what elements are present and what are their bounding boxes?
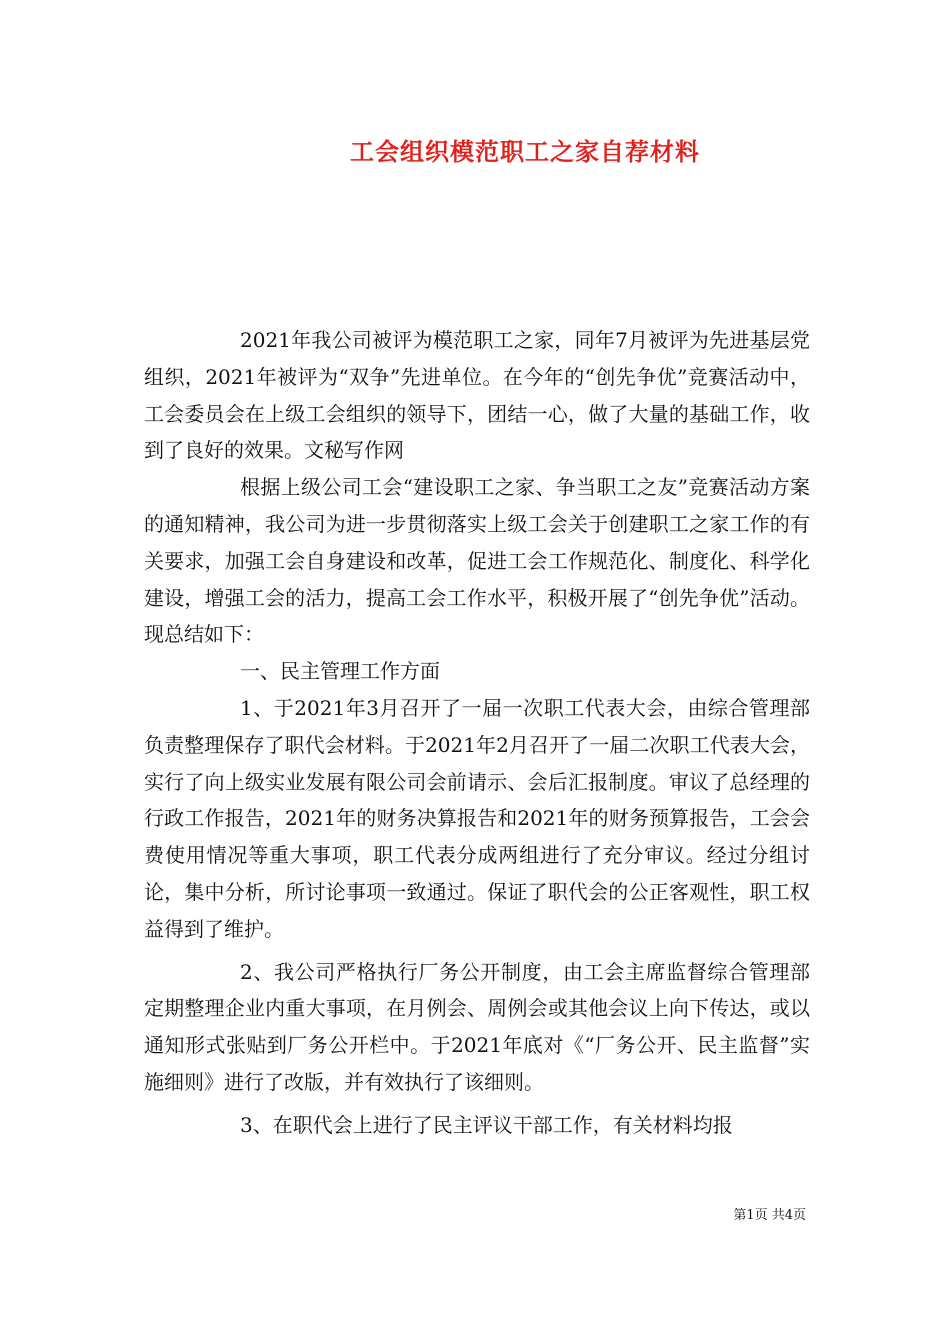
section-heading-democratic-management: 一、民主管理工作方面 xyxy=(240,659,440,684)
paragraph-item-3: 3、在职代会上进行了民主评议干部工作，有关材料均报 xyxy=(240,1112,733,1137)
document-body xyxy=(144,322,810,1144)
page-number-footer: 第1页 共4页 xyxy=(733,1208,806,1223)
paragraph-item-1: 1、于2021年3月召开了一届一次职工代表大会，由综合管理部负责整理保存了职代会材料。于2021年2月召开了一届二次职工代表大会，实行了向上级实业发展有限公司会前请示、会后汇报制度。审议了总经理的行政工作报告，2021年的财务决算报告和2021年的财务预算报告，工会会费使用情况等重大事项，职工代表分成两组进行了充分审议。经过分组讨论，集中分析，所讨论事项一致通过。保证了职代会的公正客观性，职工权益得到了维护。 xyxy=(144,695,810,941)
paragraph-item-2: 2、我公司严格执行厂务公开制度，由工会主席监督综合管理部定期整理企业内重大事项，在月例会、周例会或其他会议上向下传达，或以通知形式张贴到厂务公开栏中。于2021年底对《“厂务公开、民主监督”实施细则》进行了改版，并有效执行了该细则。 xyxy=(144,959,810,1094)
document-title: 工会组织模范职工之家自荐材料 xyxy=(350,137,700,166)
paragraph-background: 根据上级公司工会“建设职工之家、争当职工之友”竞赛活动方案的通知精神，我公司为进一步贯彻落实上级工会关于创建职工之家工作的有关要求，加强工会自身建设和改革，促进工会工作规范化、制度化、科学化建设，增强工会的活力，提高工会工作水平，积极开展了“创先争优”活动。现总结如下： xyxy=(144,475,810,647)
paragraph-intro: 2021年我公司被评为模范职工之家，同年7月被评为先进基层党组织，2021年被评为“双争”先进单位。在今年的“创先争优”竞赛活动中，工会委员会在上级工会组织的领导下，团结一心，做了大量的基础工作，收到了良好的效果。文秘写作网 xyxy=(144,328,810,463)
